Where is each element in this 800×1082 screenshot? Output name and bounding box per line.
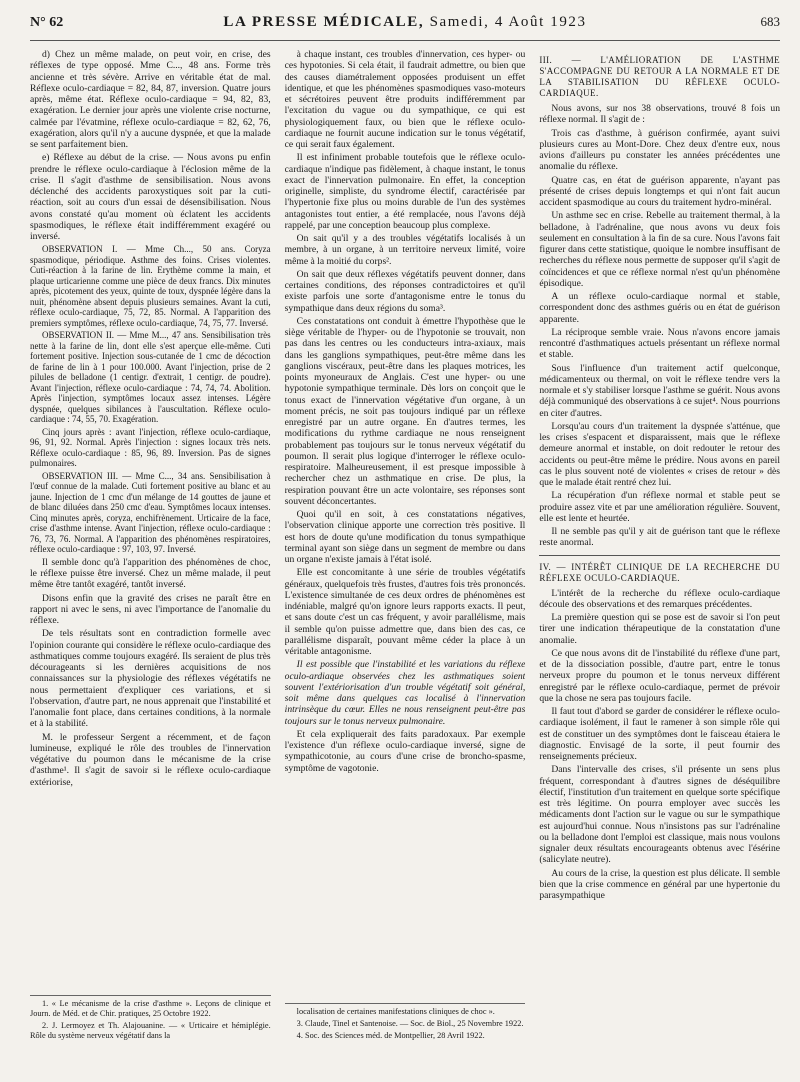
paragraph: On sait qu'il y a des troubles végétatifs localisés à un membre, à un organe, à un territoire nerveux limité, voire même à la moitié du corps². (284, 233, 526, 267)
observation: OBSERVATION II. — Mme M..., 47 ans. Sensibilisation très nette à la farine de lin, dont elle s'est aperçue elle-même. Cuti fortement positive. Injection sous-cutanée de 1 cmc de décoction de farine de lin à 1 pour 100.000. Avant l'injection, prise de 2 pilules de belladone (1 centigr. d'extrait, 1 centigr. de poudre). Avant l'injection, réflexe oculo-cardiaque : 74, 74, 74. Abolition. Après l'injection, symptômes locaux assez intenses. Légère dyspnée, quelques sibilances à l'auscultation. Réflexe oculo-cardiaque : 74, 55, 70. Exagération. (30, 330, 271, 425)
paragraph: Lorsqu'au cours d'un traitement la dyspnée s'atténue, que les crises s'espacent et disparaissent, mais que le réflexe demeure anormal et instable, on doit redouter le retour des accidents ou peut-être même le prédire. Nous avons en pareil cas le plus souvent noté de violentes « crises de retour » dès que le malade était rentré chez lui. (539, 420, 781, 488)
paragraph: Au cours de la crise, la question est plus délicate. Il semble bien que la crise commence en général par une hypertonie du parasympathique (539, 867, 781, 901)
issue-date: Samedi, 4 Août 1923 (429, 14, 587, 30)
paragraph: La récupération d'un réflexe normal et stable peut se produire assez vite et par une amélioration régulière. Souvent, elle est lente et heurtée. (539, 490, 781, 524)
paragraph: Trois cas d'asthme, à guérison confirmée, ayant suivi plusieurs cures au Mont-Dore. Chez deux d'entre eux, nous avions d'ailleurs pu constater les années précédentes une anomalie du réflexe. (539, 127, 781, 173)
footnote: 3. Claude, Tinel et Santenoise. — Soc. de Biol., 25 Novembre 1922. (296, 1019, 524, 1028)
footnotes (285, 1003, 526, 1043)
running-title (90, 14, 720, 31)
observation: OBSERVATION I. — Mme Ch..., 50 ans. Coryza spasmodique, périodique. Asthme des foins. Crises violentes. Cuti-réaction à la farine de lin. Erythème comme la main, et plaque urticarienne comme une pièce de deux francs. Dix minutes après, picotement des yeux, quinte de toux, dyspnée légère dans la nuit, phénomène absent depuis plusieurs semaines. Avant la cuti, réflexe oculo-cardiaque, 75, 72, 85. Normal. A l'apparition des premiers symptômes, réflexe oculo-cardiaque, 74, 75, 77. Inversé. (30, 244, 271, 328)
paragraph: Dans l'intervalle des crises, s'il présente un sens plus fréquent, correspondant à d'autres signes de déséquilibre électif, l'institution d'un traitement en quelque sorte spécifique est très légitime. On pourra employer avec succès les médicaments dont l'action sur le vague ou sur le sympathique est aujourd'hui connue. Nous n'insistons pas sur l'adrénaline ou la belladone dont l'emploi est classique, mais nous voulons signaler deux résultats encourageants obtenus avec l'ésérine (salicylate neutre). (539, 764, 781, 866)
paragraph: Il faut tout d'abord se garder de considérer le réflexe oculo-cardiaque isolément, il faut le ramener à son simple rôle qui est de constituer un des symptômes dont le faisceau étaiera le diagnostic. Envisagé de la sorte, il peut fournir des renseignements précieux. (539, 706, 781, 762)
paragraph: d) Chez un même malade, on peut voir, en crise, des réflexes de type opposé. Mme C..., 48 ans. Forme très ancienne et très sévère. Arrive en véritable état de mal. Réflexe oculo-cardiaque = 82, 84, 87, inversion. Quatre jours après, même état. Réflexe oculo-cardiaque = 94, 82, 83, exagération. Le dernier jour après une violente crise nocturne, calmée par l'évatmine, réflexe oculo-cardiaque = 82, 62, 76, exagération, alors qu'il n'y a aucune dyspnée, et que la malade se sent parfaitement bien. (30, 49, 271, 150)
paragraph: Il semble donc qu'à l'apparition des phénomènes de choc, le réflexe puisse être inversé. Chez un même malade, il peut même être tantôt exagéré, tantôt inversé. (30, 556, 271, 591)
paragraph: A un réflexe oculo-cardiaque normal et stable, correspondent donc des asthmes guéris ou en état de guérison apparente. (539, 291, 781, 325)
paragraph: La première question qui se pose est de savoir si l'on peut tirer une indication thérapeutique de la constatation d'une anomalie. (539, 612, 781, 646)
journal-name: LA PRESSE MÉDICALE, (223, 14, 425, 30)
paragraph: Elle est concomitante à une série de troubles végétatifs généraux, quelquefois très frustes, d'autres fois très prononcés. L'existence simultanée de ces deux ordres de phénomènes est indéniable, malgré qu'on ignore leurs rapports exacts. Il peut, et sans doute c'est un cas fréquent, y avoir parallélisme, mais il semble qu'on puisse admettre que, dans bien des cas, ce parallélisme disparaît, pouvant même céder la place à un véritable antagonisme. (284, 567, 526, 657)
paragraph: Ces constatations ont conduit à émettre l'hypothèse que le siège véritable de l'hyper- ou de l'hypotonie se trouvait, non pas dans les centres ou les conducteurs intra-axiaux, mais dans les ganglions sympathiques, peut-être même dans les ganglions viscéraux, peut-être dans les plaques motrices, les points myoneuraux de Anglais. C'est une hyper- ou une hypotonie sympathique terminale. Dès lors on conçoit que le tonus exact de l'innervation végétative d'un organe, à un moment précis, ne soit pas toujours indiqué par un réflexe enregistré par un autre organe. En d'autres termes, les modifications du rythme cardiaque ne nous renseignent probablement pas toujours sur le tonus nerveux végétatif du poumon. Il serait plus logique d'interroger le réflexe oculo-respiratoire. Malheureusement, il est presque impossible à rechercher chez un asthmatique en crise. De plus, la respiration pouvant être un acte volontaire, ses réponses sont souvent déconcertantes. (284, 315, 526, 507)
footnotes (30, 995, 271, 1043)
footnote: 1. « Le mécanisme de la crise d'asthme ». Leçons de clinique et Journ. de Méd. et de Chir. pratiques, 25 Octobre 1922. (30, 999, 271, 1018)
section-divider (539, 555, 780, 556)
issue-number: N° 62 (30, 15, 64, 30)
column-3-body (539, 49, 780, 1043)
column-2-body (285, 49, 526, 997)
paragraph: Il ne semble pas qu'il y ait de guérison tant que le réflexe reste anormal. (539, 526, 781, 549)
paragraph: Nous avons, sur nos 38 observations, trouvé 8 fois un réflexe normal. Il s'agit de : (539, 103, 781, 126)
column-3 (539, 49, 780, 1043)
paragraph: Il est infiniment probable toutefois que le réflexe oculo-cardiaque n'indique pas fidèlement, à chaque instant, le tonus exact de l'innervation pulmonaire. En effet, la conception originelle, simpliste, du syndrome électif, caractérisée par l'hypertonie fixe plus ou moins durable de l'un des systèmes antagonistes tout entier, a été remplacée, nous l'avons déjà rappelé, par une conception beaucoup plus complexe. (284, 152, 526, 231)
column-1-body (30, 49, 271, 989)
observation: OBSERVATION III. — Mme C..., 34 ans. Sensibilisation à l'œuf connue de la malade. Cuti fortement positive au blanc et au jaune. Injection de 1 cmc d'un mélange de 14 gouttes de jaune et de blanc diluées dans 250 cmc d'eau. Symptômes locaux intenses. Cinq minutes après, coryza, enchifrènement. Urticaire de la face, crise d'asthme intense. Avant l'injection, réflexe oculo-cardiaque : 76, 73, 76. Normal. A l'apparition des phénomènes respiratoires, réflexe oculo-cardiaque : 97, 103, 97. Inversé. (30, 470, 271, 555)
paragraph: à chaque instant, ces troubles d'innervation, ces hyper- ou ces hypotonies. Si cela était, il faudrait admettre, ou bien que des causes diamétralement opposées produisent un effet identique, et que les phénomènes spasmodiques vaso-moteurs et sécrétoires peuvent être produits indifféremment par l'excitation du vague ou du sympathique, ce qui est physiologiquement faux, ou bien que le réflexe oculo-cardiaque ne fournit aucune indication sur le tonus végétatif, ce qui serait faux également. (284, 49, 526, 150)
paragraph: Il est possible que l'instabilité et les variations du réflexe oculo-ardiaque observées chez les asthmatiques soient souvent l'extériorisation d'un trouble végétatif soit général, soit même dans quelques cas localisé à l'innervation intrinsèque du cœur. Elles ne nous renseignent peut-être pas toujours sur le tonus nerveux pulmonaire. (284, 659, 526, 727)
paragraph: De tels résultats sont en contradiction formelle avec l'opinion courante qui considère le réflexe oculo-cardiaque des asthmatiques comme toujours exagéré. Ils seraient de plus très décourageants si les dernières acquisitions de nos connaissances sur la physiologie des réflexes végétatifs ne nous permettaient d'expliquer ces variations, et si l'observation, d'autre part, ne nous apprenait que l'instabilité et l'anomalie font place, dans certaines conditions, à la normale et à la stabilité. (30, 628, 271, 730)
paragraph: La réciproque semble vraie. Nous n'avons encore jamais rencontré d'asthmatiques actuels présentant un réflexe normal et stable. (539, 326, 781, 361)
footnote: localisation de certaines manifestations cliniques de choc ». (296, 1007, 495, 1016)
paragraph: Quoi qu'il en soit, à ces constatations négatives, l'observation clinique apporte une correction très positive. Il est hors de doute qu'une modification du tonus sympathique terminal ayant son siège dans un segment de membre ou dans un organe n'existe jamais à l'état isolé. (284, 509, 526, 565)
column-1 (30, 49, 271, 1043)
paragraph: Sous l'influence d'un traitement actif quelconque, médicamenteux ou thermal, on voit le réflexe tendre vers la normale et s'y stabiliser lorsque l'asthme se guérit. Nous avons déjà communiqué des observations à ce sujet⁴. Nous pourrions en citer d'autres. (539, 362, 781, 419)
paragraph: Ce que nous avons dit de l'instabilité du réflexe d'une part, et de la dissociation possible, d'autre part, entre le tonus nerveux propre du poumon et le tonus nerveux différent enregistré par le réflexe oculo-cardiaque, permet de prévoir que la chose ne sera pas toujours facile. (539, 647, 781, 704)
section-heading: IV. — INTÉRÊT CLINIQUE DE LA RECHERCHE DU RÉFLEXE OCULO-CARDIAQUE. (539, 561, 781, 583)
section-heading: III. — L'AMÉLIORATION DE L'ASTHME S'ACCOMPAGNE DU RETOUR A LA NORMALE ET DE LA STABILISATION DU RÉFLEXE OCULO-CARDIAQUE. (539, 55, 781, 98)
paragraph: Un asthme sec en crise. Rebelle au traitement thermal, à la belladone, à l'adrénaline, que nous avons vu deux fois seulement en consultation à la fin de sa cure. Nous l'avons fait figurer dans cette statistique, quoique le nombre insuffisant de recherches du réflexe nous permette de supposer qu'il s'agit de coïncidences et que ce réflexe normal n'est qu'un phénomène épisodique. (539, 210, 781, 289)
paragraph: Quatre cas, en état de guérison apparente, n'ayant pas présenté de crises depuis longtemps et qui n'ont fait aucun accident spasmodique au cours du traitement hydro-minéral. (539, 174, 781, 208)
page-number: 683 (760, 14, 780, 29)
paragraph: M. le professeur Sergent a récemment, et de façon lumineuse, expliqué le rôle des troubles de l'innervation végétative du poumon dans le mécanisme de la crise d'asthme¹. Il s'agit de savoir si le réflexe oculo-cardiaque extériorise, (30, 731, 271, 788)
paragraph: Et cela expliquerait des faits paradoxaux. Par exemple l'existence d'un réflexe oculo-cardiaque inversé, signe de sympathicotonie, au cours d'une crise de broncho-spasme, symptôme de vagotonie. (284, 728, 526, 774)
column-2 (285, 49, 526, 1043)
paragraph: On sait que deux réflexes végétatifs peuvent donner, dans certaines conditions, des réponses contradictoires et qu'il existe parfois une sorte d'antagonisme entre le tonus du sympathique dans deux régions du soma³. (284, 268, 526, 314)
paragraph: e) Réflexe au début de la crise. — Nous avons pu enfin prendre le réflexe oculo-cardiaque à l'éclosion même de la crise. Il s'agit d'asthme de sensibilisation. Nous avons déclenché des accidents paroxystiques soit par la cuti-réaction, soit au cours d'un essai de désensibilisation. Nous avons constaté qu'au moment où éclatent les accidents spasmodiques, le réflexe était indifféremment exagéré ou inversé. (30, 152, 271, 242)
observation: Cinq jours après : avant l'injection, réflexe oculo-cardiaque, 96, 91, 92. Normal. Après l'injection : signes locaux très nets. Réflexe oculo-cardiaque : 85, 96, 89. Inversion. Pas de signes pulmonaires. (30, 426, 271, 469)
paragraph: Disons enfin que la gravité des crises ne paraît être en rapport ni avec le sens, ni avec l'importance de l'anomalie du réflexe. (30, 592, 271, 626)
columns (30, 49, 780, 1043)
paragraph: L'intérêt de la recherche du réflexe oculo-cardiaque découle des observations et des remarques précédentes. (539, 587, 781, 610)
page-header (30, 14, 780, 41)
footnote: 2. J. Lermoyez et Th. Alajouanine. — « Urticaire et hémiplégie. Rôle du système nerveux végétatif dans la (30, 1021, 271, 1040)
footnote: 4. Soc. des Sciences méd. de Montpellier, 28 Avril 1922. (296, 1031, 485, 1040)
